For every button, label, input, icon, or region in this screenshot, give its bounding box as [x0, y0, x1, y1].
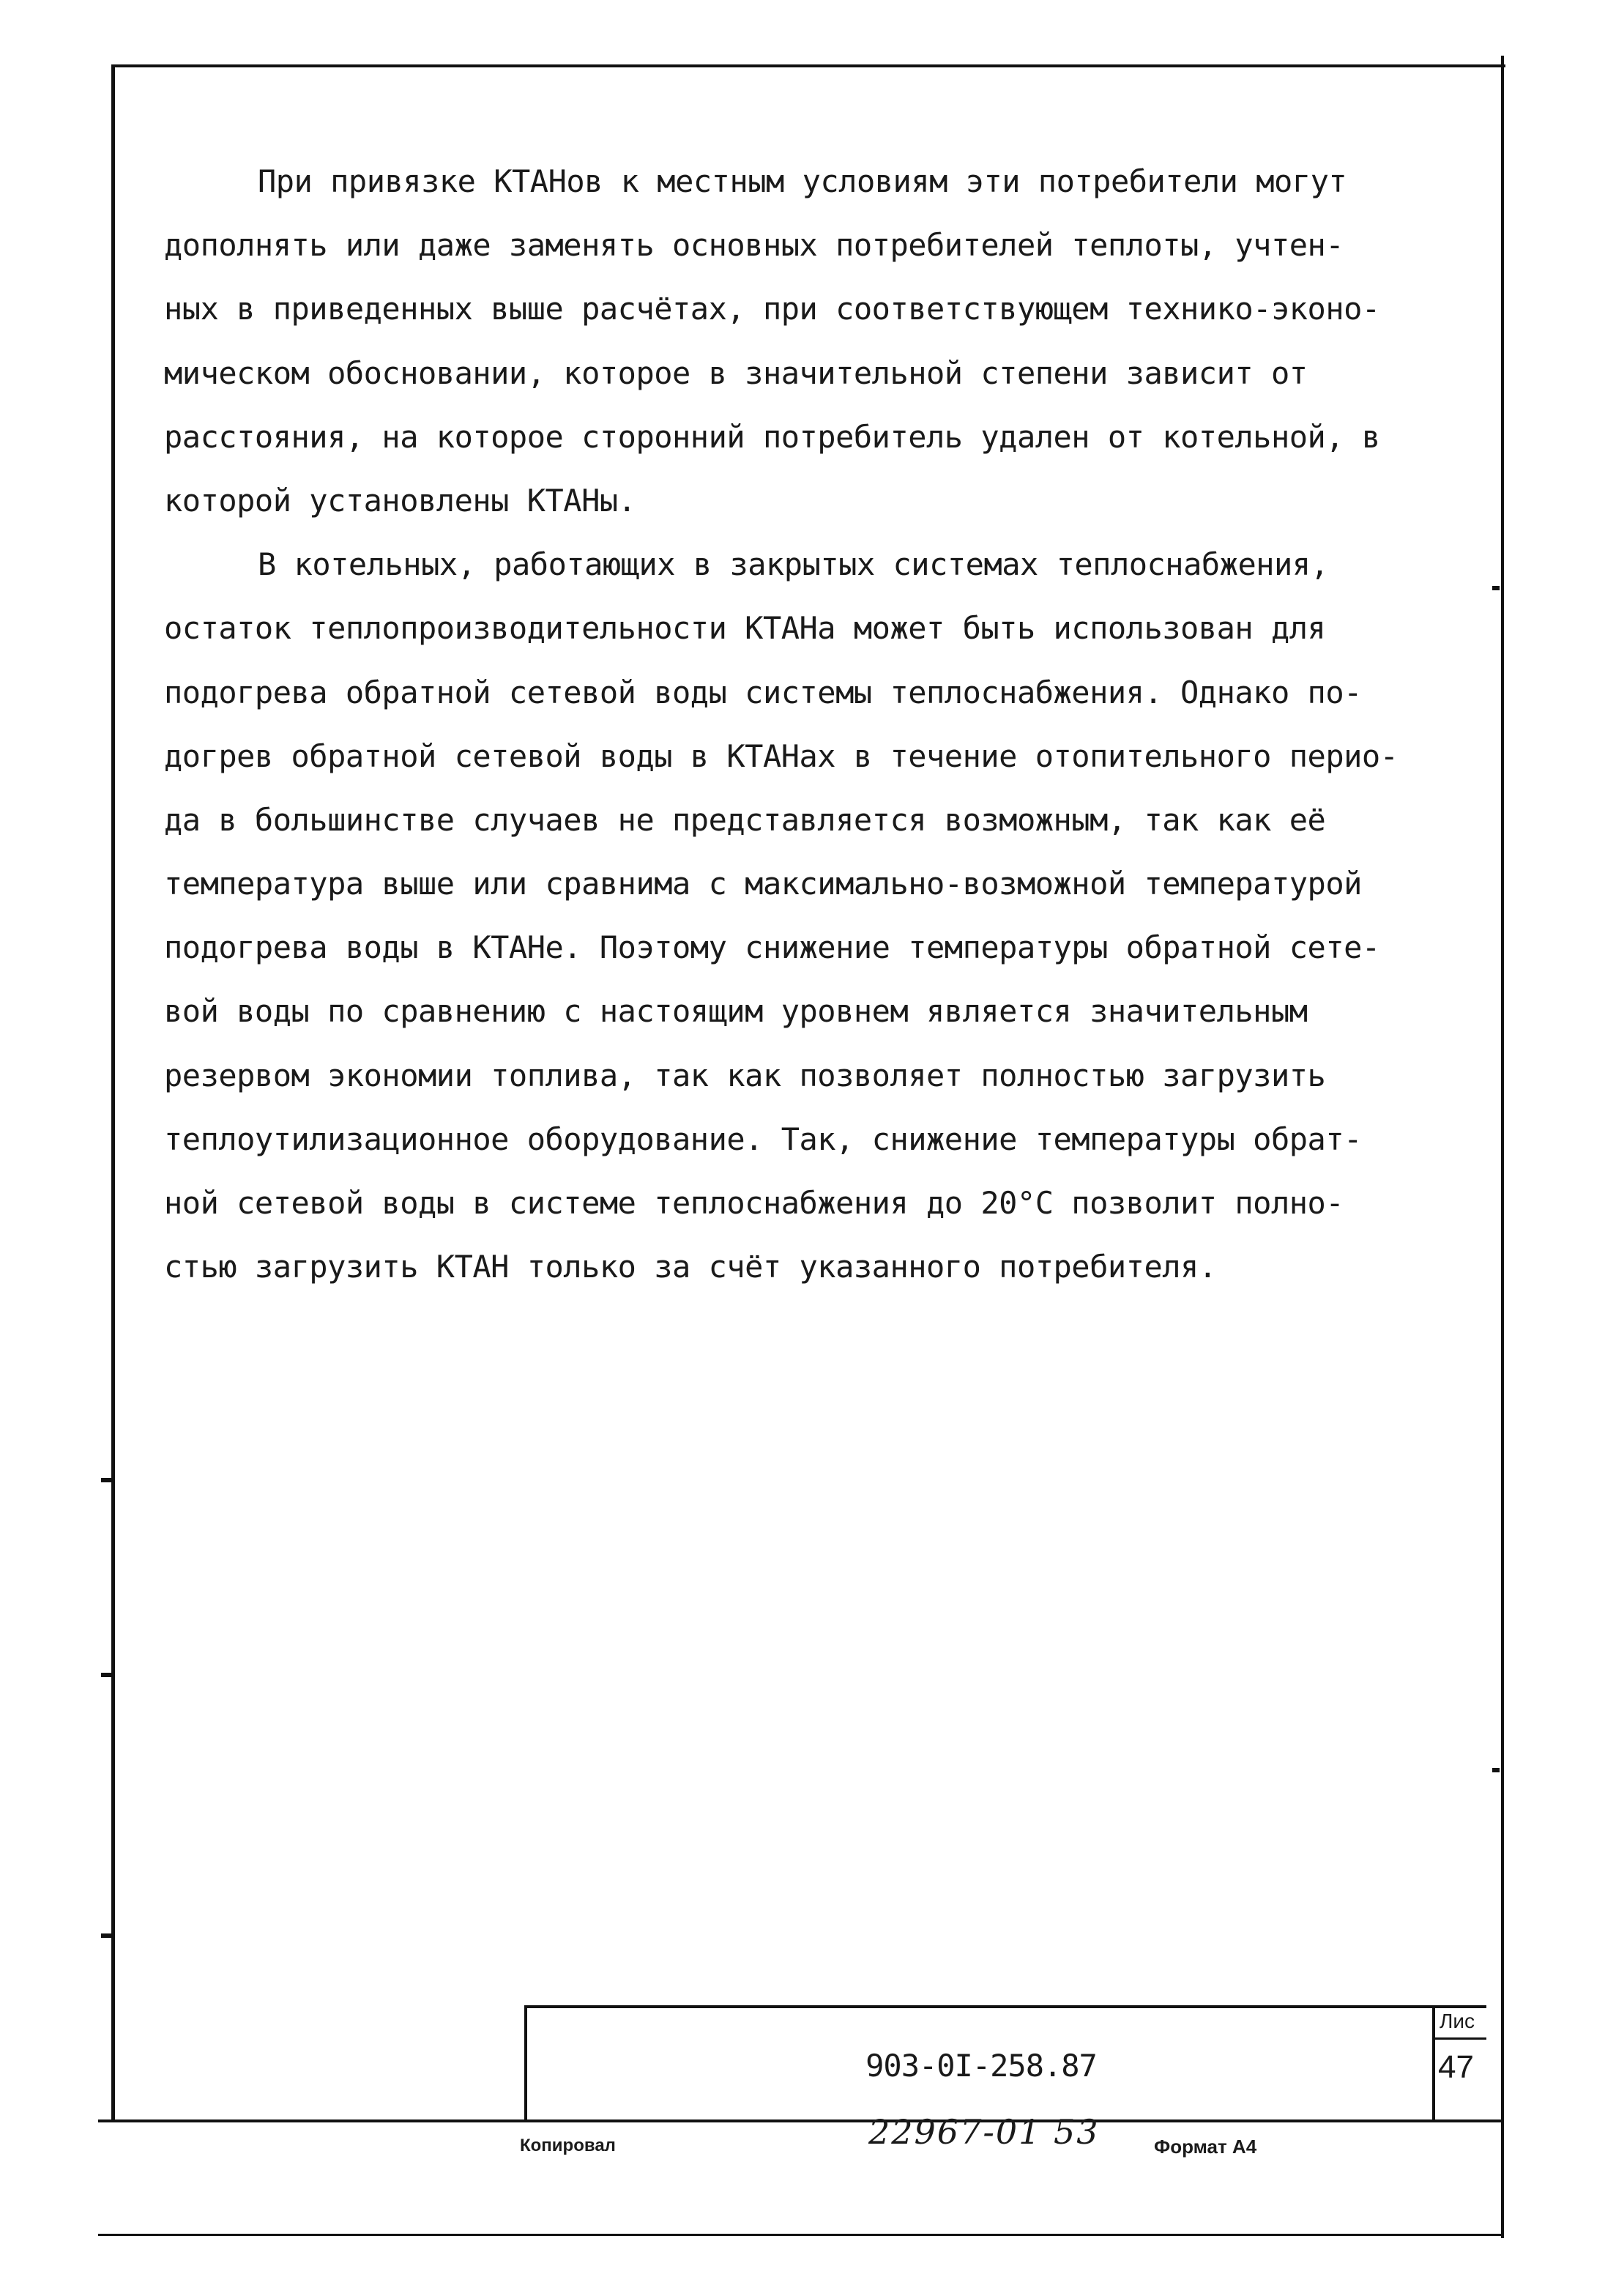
- text-line: остаток теплопроизводительности КТАНа может быть использован для: [164, 610, 1326, 647]
- text-line: теплоутилизационное оборудование. Так, снижение температуры обрат-: [164, 1121, 1362, 1157]
- document-body: [164, 149, 1482, 1299]
- frame-left-border: [111, 64, 115, 2122]
- handwritten-number: 22967-01 53: [868, 2112, 1100, 2152]
- text-line: В котельных, работающих в закрытых системах теплоснабжения,: [258, 546, 1329, 583]
- text-line: которой установлены КТАНы.: [164, 482, 636, 519]
- right-margin-tick: [1492, 586, 1500, 590]
- cut-line: [98, 2234, 1501, 2236]
- left-margin-tick: [101, 1933, 114, 1938]
- text-line: температура выше или сравнима с максимально-возможной температурой: [164, 866, 1362, 902]
- text-line: ных в приведенных выше расчётах, при соответствующем технико-эконо-: [164, 291, 1380, 327]
- text-line: резервом экономии топлива, так как позволяет полностью загрузить: [164, 1057, 1326, 1093]
- right-margin-tick: [1492, 1768, 1500, 1772]
- text-line: подогрева обратной сетевой воды системы теплоснабжения. Однако по-: [164, 674, 1362, 710]
- format-label: Формат А4: [1154, 2136, 1257, 2158]
- text-line: дополнять или даже заменять основных потребителей теплоты, учтен-: [164, 227, 1344, 264]
- document-code: 903-0I-258.87: [865, 2047, 1097, 2084]
- text-line: вой воды по сравнению с настоящим уровнем является значительным: [164, 993, 1308, 1030]
- text-line: расстояния, на которое сторонний потребитель удален от котельной, в: [164, 418, 1380, 455]
- left-margin-tick: [101, 1478, 114, 1482]
- text-line: да в большинстве случаев не представляется возможным, так как её: [164, 801, 1326, 838]
- paragraph-2: [164, 532, 1482, 1299]
- sheet-number-box: [1432, 2005, 1486, 2122]
- text-line: подогрева воды в КТАНе. Поэтому снижение температуры обратной сете-: [164, 929, 1380, 966]
- title-block: [524, 2005, 1435, 2122]
- frame-top-border: [114, 64, 1505, 67]
- text-line: мическом обосновании, которое в значительной степени зависит от: [164, 354, 1308, 391]
- sheet-divider: [1435, 2037, 1486, 2040]
- text-line: догрев обратной сетевой воды в КТАНах в течение отопительного перио-: [164, 738, 1399, 774]
- text-line: стью загрузить КТАН только за счёт указанного потребителя.: [164, 1249, 1217, 1285]
- paragraph-1: [164, 149, 1482, 532]
- sheet-label: Лис: [1440, 2010, 1475, 2032]
- text-line: ной сетевой воды в системе теплоснабжения до 20°С позволит полно-: [164, 1185, 1344, 1221]
- left-margin-tick: [101, 1673, 114, 1677]
- text-line: При привязке КТАНов к местным условиям эти потребители могут: [258, 163, 1347, 199]
- frame-right-border: [1501, 56, 1504, 2238]
- sheet-number: 47: [1438, 2049, 1474, 2085]
- copied-label: Копировал: [520, 2136, 616, 2155]
